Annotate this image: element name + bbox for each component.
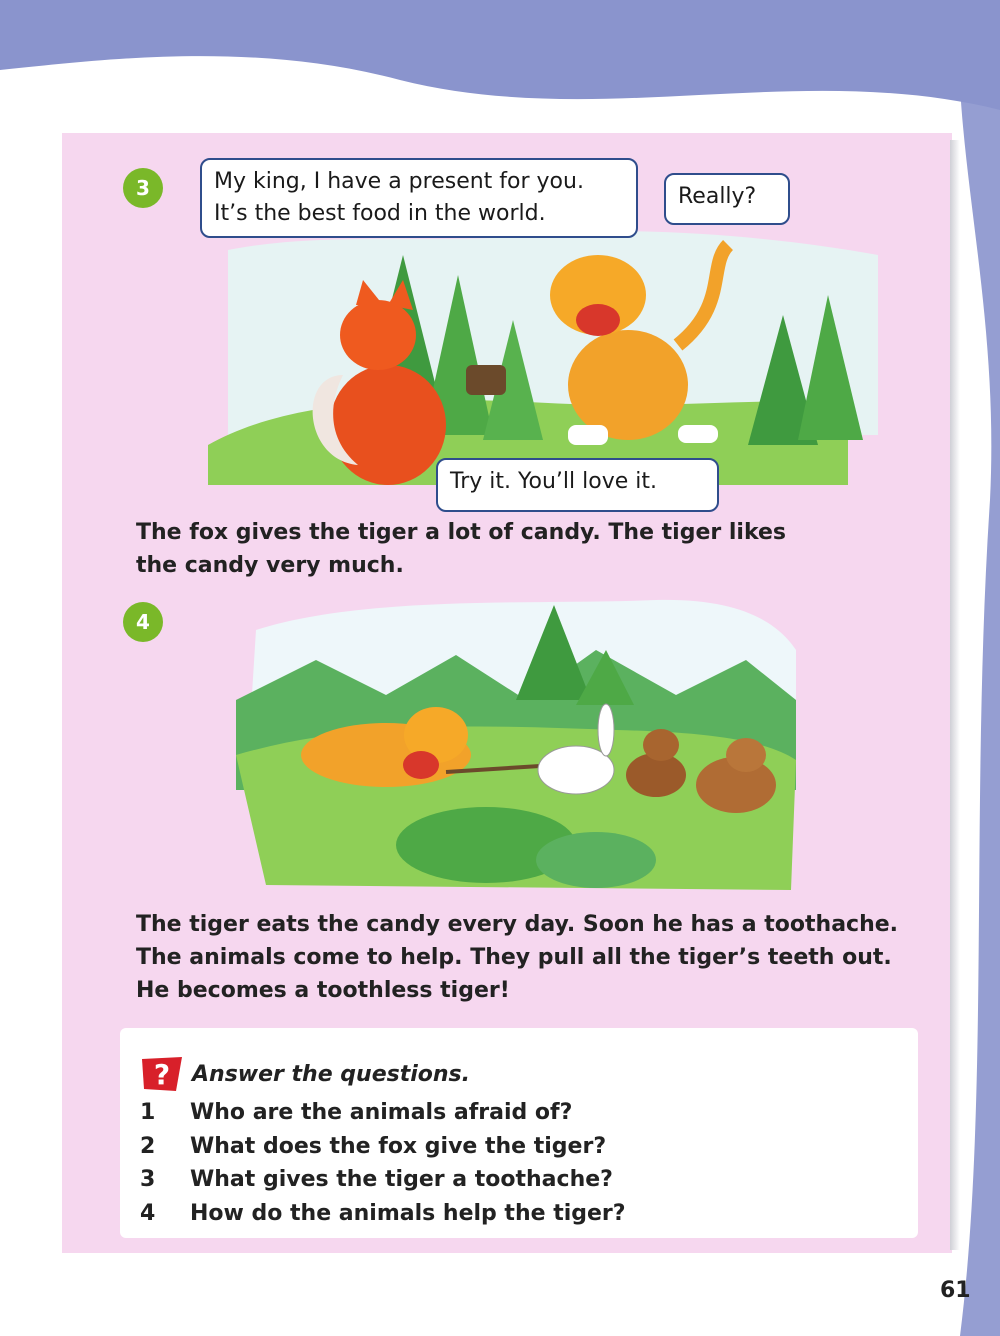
question-text: How do the animals help the tiger? [190, 1200, 626, 1226]
questions-header [140, 1055, 470, 1093]
question-item [140, 1130, 626, 1164]
section-4-badge: 4 [123, 602, 163, 642]
story-3-line2: the candy very much. [136, 553, 404, 578]
story-4-line2: The animals come to help. They pull all the tiger’s teeth out. [136, 945, 892, 970]
speech-bubble-fox-line1: My king, I have a present for you. [214, 169, 584, 194]
story-3-line1: The fox gives the tiger a lot of candy. The tiger likes [136, 520, 787, 545]
question-text: Who are the animals afraid of? [190, 1100, 573, 1125]
question-number: 2 [140, 1133, 156, 1159]
section-3-badge: 3 [123, 168, 163, 208]
fox-tiger-illustration [208, 225, 898, 485]
question-mark-icon [140, 1055, 184, 1093]
panel-shadow [950, 140, 960, 1250]
question-number: 1 [140, 1100, 156, 1125]
speech-bubble-fox-line2: It’s the best food in the world. [214, 201, 546, 226]
speech-bubble-tiger: Really? [664, 173, 790, 225]
questions-list [140, 1096, 626, 1230]
question-text: What gives the tiger a toothache? [190, 1167, 613, 1192]
page-number: 61 [940, 1278, 971, 1303]
animals-pull-teeth-illustration [236, 590, 808, 895]
questions-title: Answer the questions. [192, 1061, 471, 1087]
story-4-line1: The tiger eats the candy every day. Soon he has a toothache. [136, 912, 899, 937]
question-item [140, 1197, 626, 1231]
question-text: What does the fox give the tiger? [190, 1133, 607, 1159]
speech-bubble-fox-try: Try it. You’ll love it. [436, 458, 719, 512]
question-number: 4 [140, 1200, 156, 1226]
speech-bubble-fox [200, 158, 638, 238]
svg-text:?: ? [153, 1058, 171, 1091]
question-item [140, 1163, 626, 1197]
page-header-band [0, 0, 1000, 140]
story-4-line3: He becomes a toothless tiger! [136, 978, 510, 1003]
question-number: 3 [140, 1167, 156, 1192]
question-item [140, 1096, 626, 1130]
